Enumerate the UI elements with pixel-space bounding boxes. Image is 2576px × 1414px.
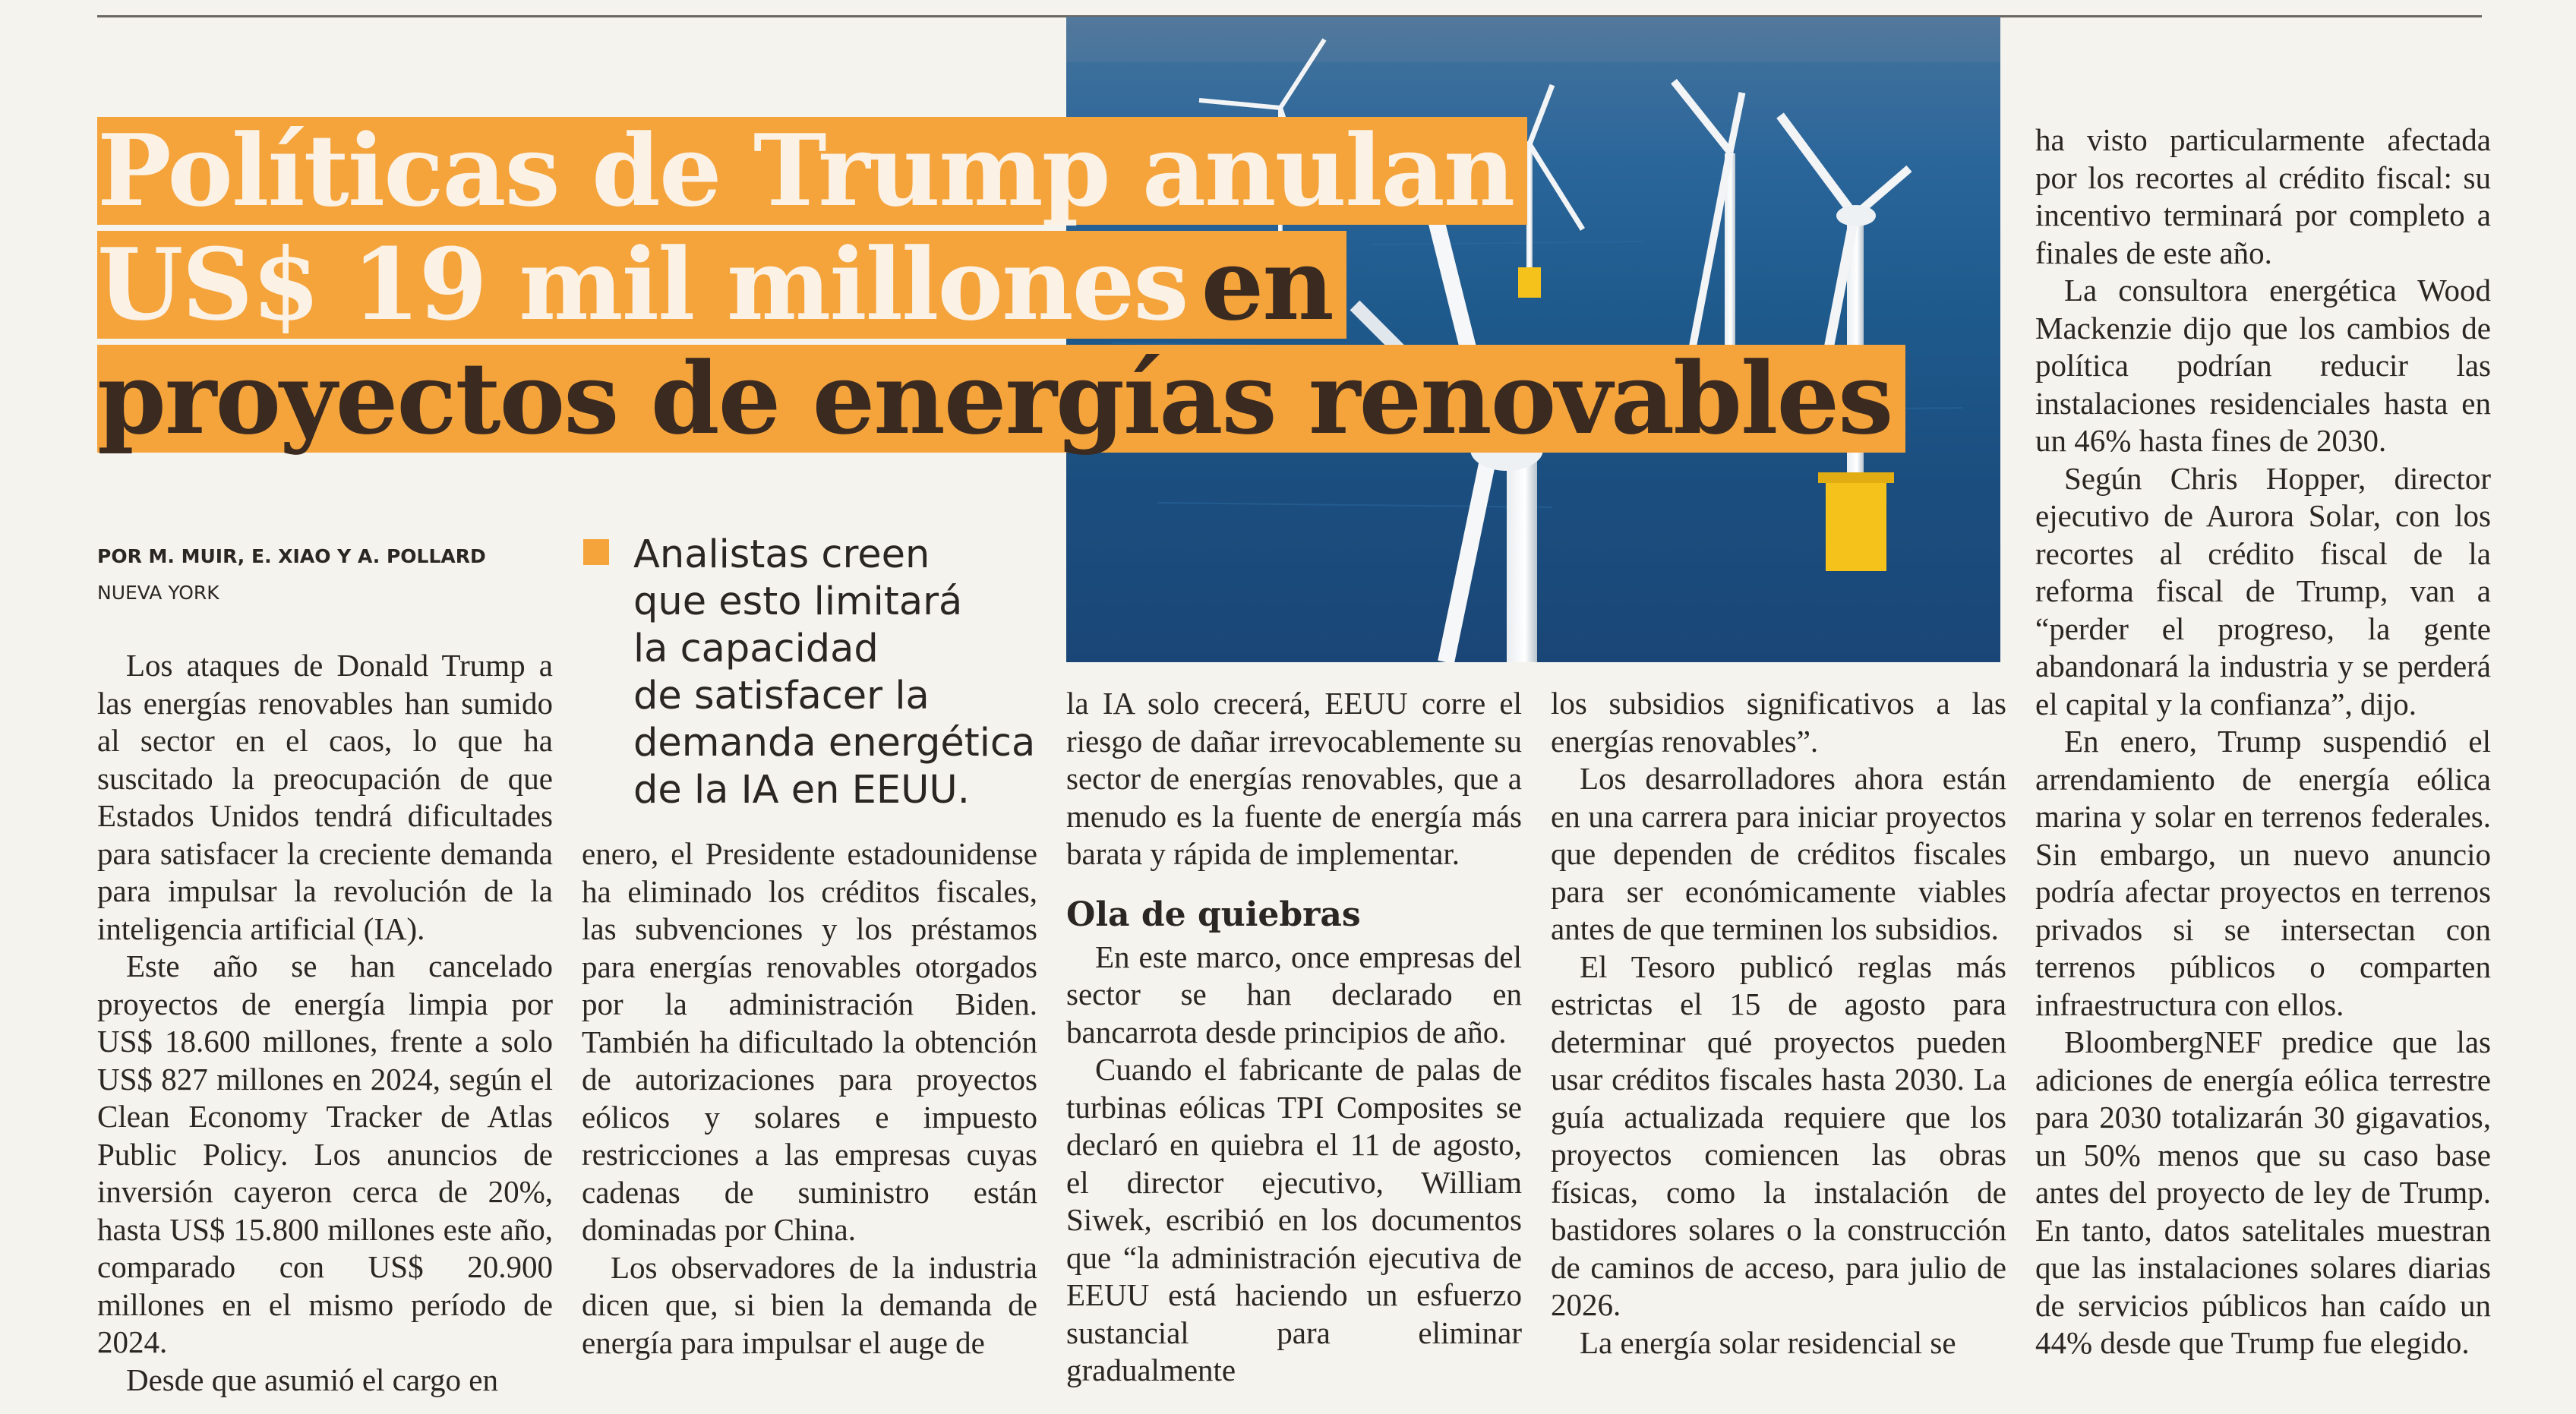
article-column-5 (2035, 122, 2491, 1362)
byline: POR M. MUIR, E. XIAO Y A. POLLARD (97, 545, 486, 567)
orange-square-icon (583, 539, 609, 565)
deck-line: que esto limitará (633, 579, 963, 624)
headline-highlight: Políticas de Trump anulan (97, 117, 1527, 225)
article-column-1 (97, 647, 553, 1399)
headline-line-1 (97, 114, 1646, 228)
paragraph: La energía solar residencial se (1580, 1324, 1956, 1360)
paragraph: En enero, Trump suspendió el arrendamiento de energía eólica marina y solar en terrenos federales. Sin embargo, un nuevo anuncio podría afectar proyectos en terrenos privados si se intersectan con terrenos públicos o comparten infraestructura con ellos. (2035, 724, 2491, 1022)
headline-line-3 (97, 340, 1893, 456)
section-heading: Ola de quiebras (1066, 895, 1361, 934)
dateline: NUEVA YORK (97, 582, 219, 604)
headline-text: en (1201, 231, 1346, 339)
article-column-4 (1551, 685, 2006, 1362)
paragraph: BloombergNEF predice que las adiciones de energía eólica terrestre para 2030 totalizarán 30 gigavatios, un 50% menos que su caso base antes del proyecto de ley de Trump. En tanto, datos satelitales muestran que las instalaciones solares diarias de servicios públicos han caído un 44% desde que Trump fue elegido. (2035, 1024, 2491, 1360)
paragraph: Este año se han cancelado proyectos de energía limpia por US$ 18.600 millones, frente a solo US$ 827 millones en 2024, según el Clean Economy Tracker de Atlas Public Policy. Los anuncios de inversión cayeron cerca de 20%, hasta US$ 15.800 millones este año, comparado con US$ 20.900 millones en el mismo período de 2024. (97, 948, 553, 1359)
paragraph: Los desarrolladores ahora están en una carrera para iniciar proyectos que dependen de créditos fiscales para ser económicamente viables antes de que terminen los subsidios. (1551, 761, 2006, 946)
headline-line-2 (97, 228, 1646, 342)
deck-line: Analistas creen (633, 532, 930, 577)
article-column-2 (582, 835, 1037, 1362)
paragraph: ha visto particularmente afectada por los recortes al crédito fiscal: su incentivo terminará por completo a finales de este año. (2035, 122, 2491, 270)
headline-highlight: US$ 19 mil millones (97, 231, 1201, 339)
paragraph: El Tesoro publicó reglas más estrictas el 15 de agosto para determinar qué proyectos pueden usar créditos fiscales hasta 2030. La guía actualizada requiere que los proyectos comiencen las obras físicas, como la instalación de bastidores solares o la construcción de caminos de acceso, para julio de 2026. (1551, 948, 2006, 1322)
deck-line: de satisfacer la (633, 674, 930, 718)
paragraph: La consultora energética Wood Mackenzie dijo que los cambios de política podrían reducir las instalaciones residenciales hasta en un 46% hasta fines de 2030. (2035, 273, 2491, 458)
paragraph: la IA solo crecerá, EEUU corre el riesgo de dañar irrevocablemente su sector de energías renovables, que a menudo es la fuente de energía más barata y rápida de implementar. (1066, 686, 1522, 871)
paragraph: En este marco, once empresas del sector se han declarado en bancarrota desde principios de año. (1066, 939, 1522, 1049)
paragraph: enero, el Presidente estadounidense ha eliminado los créditos fiscales, las subvenciones y los préstamos para energías renovables otorgados por la administración Biden. También ha dificultado la obtención de autorizaciones para proyectos eólicos y solares e impuesto restricciones a las empresas cuyas cadenas de suministro están dominadas por China. (582, 836, 1037, 1247)
paragraph: Según Chris Hopper, director ejecutivo de Aurora Solar, con los recortes al crédito fiscal de la reforma fiscal de Trump, van a “perder el progreso, la gente abandonará la industria y se perderá el capital y la confianza”, dijo. (2035, 460, 2491, 721)
paragraph: Desde que asumió el cargo en (126, 1362, 498, 1397)
article-column-3 (1066, 685, 1522, 1390)
headline-text: proyectos de energías renovables (97, 345, 1905, 453)
paragraph: los subsidios significativos a las energías renovables”. (1551, 686, 2006, 759)
deck-line: demanda energética (633, 721, 1036, 765)
paragraph: Cuando el fabricante de palas de turbinas eólicas TPI Composites se declaró en quiebra el 11 de agosto, el director ejecutivo, William Siwek, escribió en los documentos que “la administración ejecutiva de EEUU está haciendo un esfuerzo sustancial para eliminar gradualmente (1066, 1052, 1522, 1387)
deck-text (633, 532, 1059, 814)
paragraph: Los observadores de la industria dicen que, si bien la demanda de energía para impulsar el auge de (582, 1249, 1037, 1360)
paragraph: Los ataques de Donald Trump a las energías renovables han sumido al sector en el caos, lo que ha suscitado la preocupación de que Estados Unidos tendrá dificultades para satisfacer la creciente demanda para impulsar la revolución de la inteligencia artificial (IA). (97, 648, 553, 946)
headline (97, 112, 1893, 456)
deck-line: de la IA en EEUU. (633, 768, 970, 813)
deck-line: la capacidad (633, 627, 879, 671)
deck (583, 532, 1039, 813)
